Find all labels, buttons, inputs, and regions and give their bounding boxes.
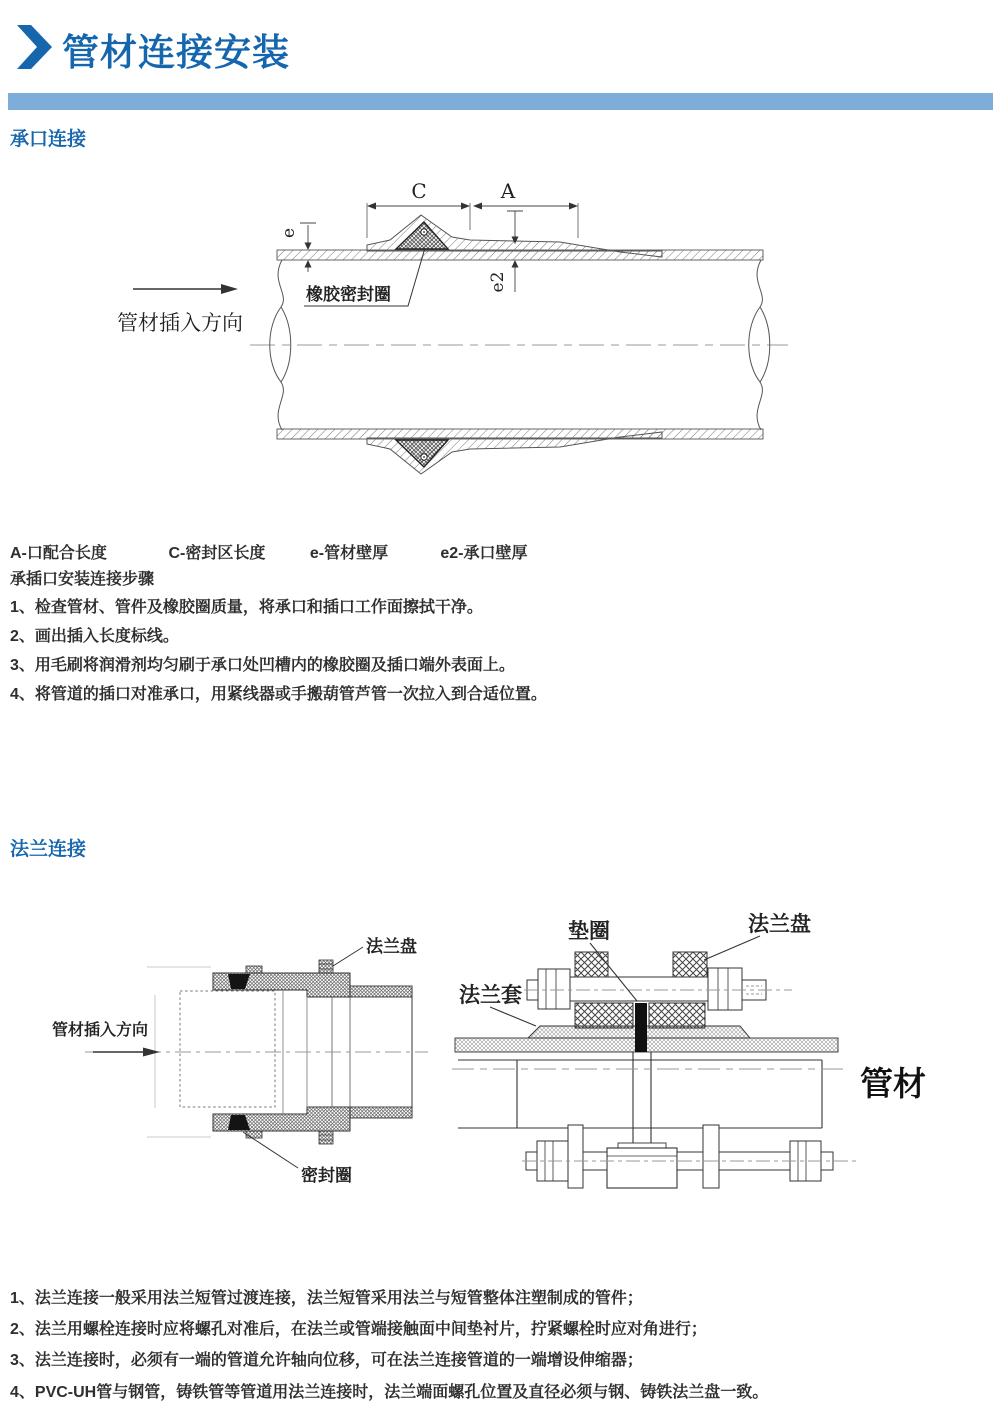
inserted-pipe-outline xyxy=(180,991,275,1107)
note-item: 1、法兰连接一般采用法兰短管过渡连接，法兰短管采用法兰与短管整体注塑制成的管件； xyxy=(10,1290,643,1307)
flange-bolt-lug-bottom xyxy=(319,1131,333,1144)
step-item: 4、将管道的插口对准承口，用紧线器或手搬葫管芦管一次拉入到合适位置。 xyxy=(10,686,547,703)
divider-bar xyxy=(8,93,993,110)
dim-label-e: e xyxy=(279,227,299,239)
bolt-nut-top-right xyxy=(708,968,742,1010)
legend-item: C-密封区长度 xyxy=(168,545,266,562)
insert-direction-label: 管材插入方向 xyxy=(117,311,243,335)
insert-direction-arrow xyxy=(143,1048,160,1057)
insert-direction-arrow xyxy=(221,284,238,294)
insert-direction-label: 管材插入方向 xyxy=(52,1020,149,1039)
dimension-legend xyxy=(10,540,528,563)
legend-item: e2-承口壁厚 xyxy=(440,545,528,562)
gasket-label: 垫圈 xyxy=(568,918,610,943)
flange-joint-diagram xyxy=(450,895,970,1200)
step-item: 2、画出插入长度标线。 xyxy=(10,628,179,645)
chevron-icon xyxy=(16,24,54,70)
flange-plate-label: 法兰盘 xyxy=(748,911,811,936)
steps-heading: 承插口安装连接步骤 xyxy=(10,571,155,588)
note-item: 3、法兰连接时，必须有一端的管道允许轴向位移，可在法兰连接管道的一端增设伸缩器； xyxy=(10,1352,643,1369)
flange-bolt-lug-top xyxy=(319,960,333,973)
flange-sleeve-label: 法兰套 xyxy=(459,982,522,1007)
dim-label-e2: e2 xyxy=(488,271,508,293)
legend-item: A-口配合长度 xyxy=(10,545,107,562)
note-item: 2、法兰用螺栓连接时应将螺孔对准后，在法兰或管端接触面中间垫衬片，拧紧螺栓时应对角进行； xyxy=(10,1321,707,1338)
section-heading-socket: 承口连接 xyxy=(10,129,87,150)
flange-plate-label: 法兰盘 xyxy=(366,937,417,957)
socket-connection-diagram xyxy=(55,168,995,513)
dim-label-a: A xyxy=(500,179,516,203)
gasket xyxy=(635,1003,647,1052)
rubber-seal-label: 橡胶密封圈 xyxy=(306,285,391,305)
section-heading-flange: 法兰连接 xyxy=(10,839,87,860)
flange-adapter-diagram xyxy=(40,930,450,1200)
flange-plate-left xyxy=(575,952,608,977)
step-item: 3、用毛刷将润滑剂均匀刷于承口处凹槽内的橡胶圈及插口端外表面上。 xyxy=(10,657,515,674)
bolt-shaft-top xyxy=(570,977,708,1001)
flange-plate-right xyxy=(673,952,707,977)
note-item: 4、PVC-UH管与钢管，铸铁管等管道用法兰连接时，法兰端面螺孔位置及直径必须与钢、铸铁法兰盘一致。 xyxy=(10,1384,769,1401)
seal-ring-label: 密封圈 xyxy=(301,1166,352,1186)
pipe-label: 管材 xyxy=(860,1064,926,1103)
dim-label-c: C xyxy=(411,179,427,203)
page-title: 管材连接安装 xyxy=(62,32,290,73)
step-item: 1、检查管材、管件及橡胶圈质量，将承口和插口工作面擦拭干净。 xyxy=(10,599,483,616)
legend-item: e-管材壁厚 xyxy=(309,545,389,562)
bolt-head-top-left xyxy=(538,969,570,1009)
